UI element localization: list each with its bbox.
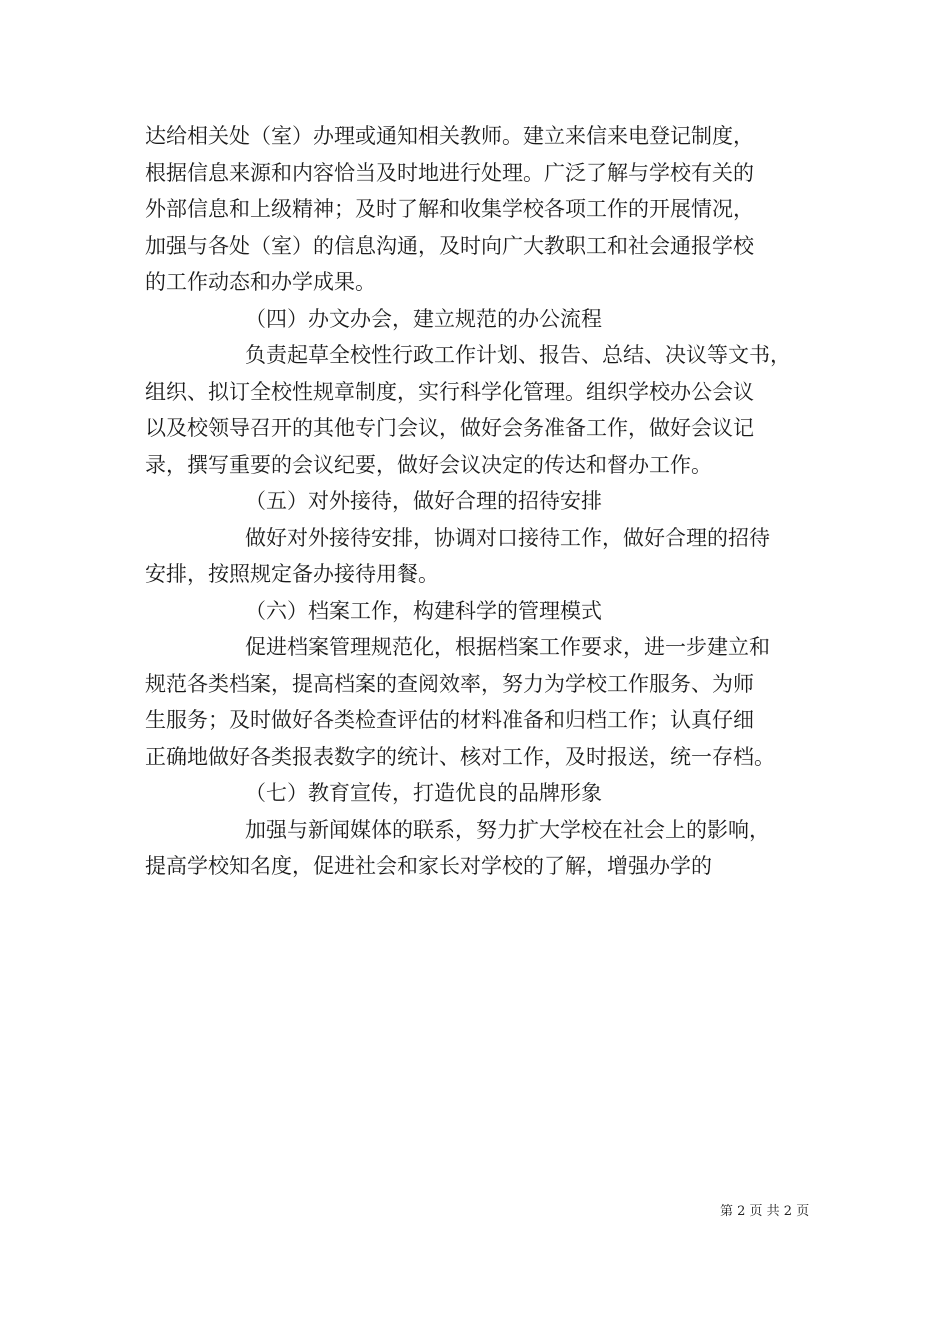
text-line: 安排，按照规定备办接待用餐。 (145, 562, 439, 586)
page-number-footer: 第 2 页 共 2 页 (720, 1204, 810, 1219)
text-line: 组织、拟订全校性规章制度，实行科学化管理。组织学校办公会议 (145, 379, 754, 404)
text-line: （七）教育宣传，打造优良的品牌形象 (245, 781, 602, 805)
text-line: （四）办文办会，建立规范的办公流程 (245, 306, 602, 331)
text-line: 正确地做好各类报表数字的统计、核对工作，及时报送，统一存档。 (145, 744, 775, 769)
text-line: 的工作动态和办学成果。 (145, 270, 376, 294)
text-line: 生服务；及时做好各类检查评估的材料准备和归档工作；认真仔细 (145, 708, 754, 732)
text-line: （六）档案工作，构建科学的管理模式 (245, 598, 602, 623)
text-line: 以及校领导召开的其他专门会议，做好会务准备工作，做好会议记 (145, 416, 754, 440)
text-line: 录，撰写重要的会议纪要，做好会议决定的传达和督办工作。 (145, 452, 712, 477)
text-line: （五）对外接待，做好合理的招待安排 (245, 489, 602, 513)
document-body (145, 118, 810, 885)
text-line: 外部信息和上级精神；及时了解和收集学校各项工作的开展情况， (145, 197, 754, 221)
text-line: 加强与新闻媒体的联系，努力扩大学校在社会上的影响， (245, 817, 770, 842)
text-line: 达给相关处（室）办理或通知相关教师。建立来信来电登记制度， (145, 124, 754, 148)
text-line: 根据信息来源和内容恰当及时地进行处理。广泛了解与学校有关的 (145, 160, 754, 185)
text-line: 提高学校知名度，促进社会和家长对学校的了解，增强办学的 (145, 854, 712, 878)
text-line: 负责起草全校性行政工作计划、报告、总结、决议等文书， (245, 343, 791, 367)
text-line: 加强与各处（室）的信息沟通，及时向广大教职工和社会通报学校 (145, 233, 754, 258)
text-line: 规范各类档案，提高档案的查阅效率，努力为学校工作服务、为师 (145, 671, 754, 696)
text-line: 促进档案管理规范化，根据档案工作要求，进一步建立和 (245, 635, 770, 659)
text-line: 做好对外接待安排，协调对口接待工作，做好合理的招待 (245, 525, 770, 550)
